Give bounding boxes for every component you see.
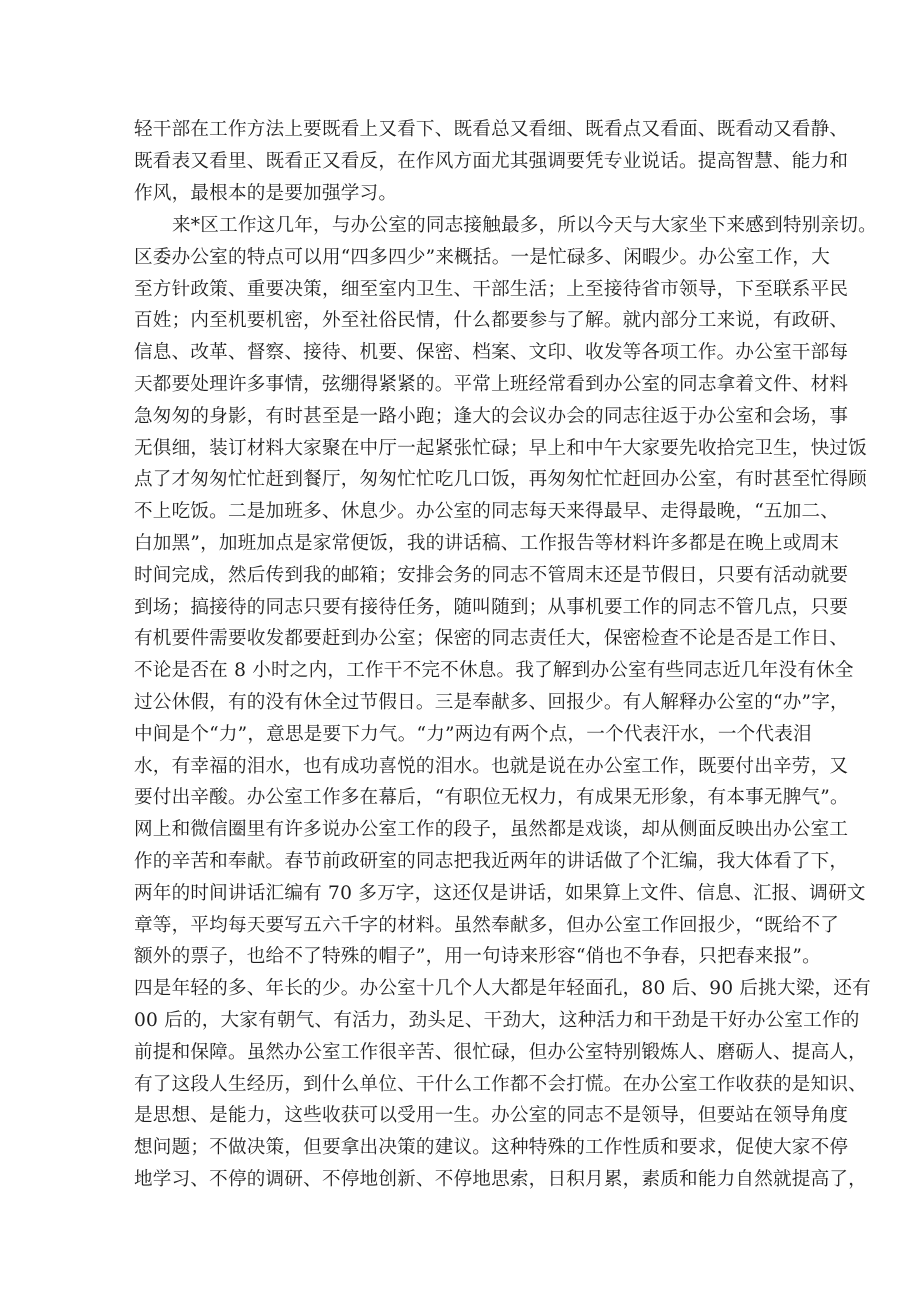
text-line: 白加黑”，加班加点是家常便饭，我的讲话稿、工作报告等材料许多都是在晚上或周末: [134, 532, 840, 554]
text-line: 网上和微信圈里有许多说办公室工作的段子，虽然都是戏谈，却从侧面反映出办公室工: [134, 819, 849, 841]
text-line: 章等，平均每天要写五六千字的材料。虽然奉献多，但办公室工作回报少，“既给不了: [134, 914, 840, 936]
text-line: 前提和保障。虽然办公室工作很辛苦、很忙碌，但办公室特别锻炼人、磨砺人、提高人，: [134, 1041, 867, 1063]
text-line: 作风，最根本的是要加强学习。: [134, 182, 398, 204]
text-line: 四是年轻的多、年长的少。办公室十几个人大都是年轻面孔，80 后、90 后挑大梁，还有: [134, 978, 871, 1000]
text-line: 轻干部在工作方法上要既看上又看下、既看总又看细、既看点又看面、既看动又看静、: [134, 119, 849, 140]
text-line: 中间是个“力”，意思是要下力气。“力”两边有两个点，一个代表汗水，一个代表泪: [134, 723, 812, 745]
text-line: 不论是否在 8 小时之内，工作干不完不休息。我了解到办公室有些同志近几年没有休全: [134, 660, 854, 682]
text-line: 00 后的，大家有朝气、有活力，劲头足、干劲大，这种活力和干劲是干好办公室工作的: [134, 1009, 860, 1031]
text-line: 到场；搞接待的同志只要有接待任务，随叫随到；从事机要工作的同志不管几点，只要: [134, 596, 849, 618]
text-line: 要付出辛酸。办公室工作多在幕后，“有职位无权力，有成果无形象，有本事无脾气”。: [134, 787, 849, 809]
text-line: 作的辛苦和奉献。春节前政研室的同志把我近两年的讲话做了个汇编，我大体看了下，: [134, 850, 849, 872]
text-line: 两年的时间讲话汇编有 70 多万字，这还仅是讲话，如果算上文件、信息、汇报、调研文: [134, 882, 866, 904]
text-line: 过公休假，有的没有休全过节假日。三是奉献多、回报少。有人解释办公室的“办”字，: [134, 691, 849, 713]
text-line: 区委办公室的特点可以用“四多四少”来概括。一是忙碌多、闲暇少。办公室工作，大: [134, 246, 830, 268]
text-line: 无俱细，装订材料大家聚在中厅一起紧张忙碌；早上和中午大家要先收拾完卫生，快过饭: [134, 437, 867, 459]
text-line: 额外的票子，也给不了特殊的帽子”，用一句诗来形容“俏也不争春，只把春来报”。: [134, 946, 821, 968]
text-line: 来*区工作这几年，与办公室的同志接触最多，所以今天与大家坐下来感到特别亲切。: [172, 215, 877, 236]
text-line: 地学习、不停的调研、不停地创新、不停地思索，日积月累，素质和能力自然就提高了，: [134, 1168, 867, 1190]
text-line: 百姓；内至机要机密，外至社俗民情，什么都要参与了解。就内部分工来说，有政研、: [134, 310, 849, 332]
paragraph-1: [134, 114, 849, 209]
text-line: 急匆匆的身影，有时甚至是一路小跑；逢大的会议办会的同志往返于办公室和会场，事: [134, 405, 849, 427]
text-line: 时间完成，然后传到我的邮箱；安排会务的同志不管周末还是节假日，只要有活动就要: [134, 564, 849, 586]
text-line: 是思想、是能力，这些收获可以受用一生。办公室的同志不是领导，但要站在领导角度: [134, 1105, 849, 1127]
text-line: 有机要件需要收发都要赶到办公室；保密的同志责任大，保密检查不论是否是工作日、: [134, 628, 849, 650]
text-line: 既看表又看里、既看正又看反，在作风方面尤其强调要凭专业说话。提高智慧、能力和: [134, 150, 849, 172]
text-line: 水，有幸福的泪水，也有成功喜悦的泪水。也就是说在办公室工作，既要付出辛劳，又: [134, 755, 849, 777]
text-line: 信息、改革、督察、接待、机要、保密、档案、文印、收发等各项工作。办公室干部每: [134, 342, 849, 364]
text-line: 点了才匆匆忙忙赶到餐厅，匆匆忙忙吃几口饭，再匆匆忙忙赶回办公室，有时甚至忙得顾: [134, 469, 867, 491]
paragraph-2: [134, 210, 877, 1196]
text-line: 想问题；不做决策，但要拿出决策的建议。这种特殊的工作性质和要求，促使大家不停: [134, 1137, 849, 1159]
text-line: 天都要处理许多事情，弦绷得紧紧的。平常上班经常看到办公室的同志拿着文件、材料: [134, 373, 849, 395]
text-line: 至方针政策、重要决策，细至室内卫生、干部生活；上至接待省市领导，下至联系平民: [134, 278, 849, 300]
text-line: 不上吃饭。二是加班多、休息少。办公室的同志每天来得最早、走得最晚，“五加二、: [134, 501, 840, 523]
text-line: 有了这段人生经历，到什么单位、干什么工作都不会打慌。在办公室工作收获的是知识、: [134, 1073, 867, 1095]
